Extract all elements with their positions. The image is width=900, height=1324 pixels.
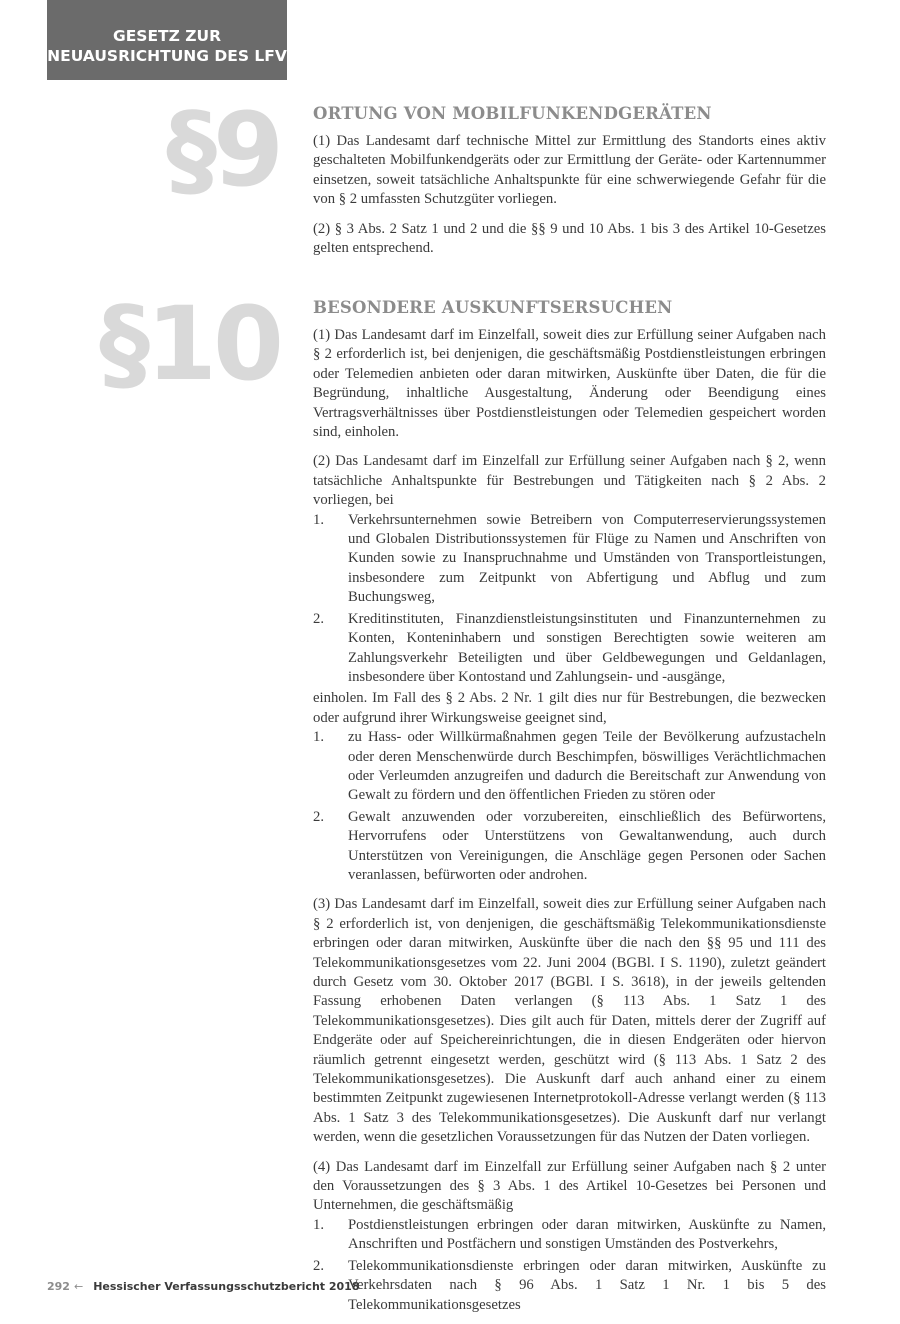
section-9 — [313, 103, 826, 268]
list-item: 1. zu Hass- oder Willkürmaßnahmen gegen Teile der Bevölkerung aufzustacheln oder deren Menschenwürde durch Beschimpfen, böswilliges Verächtlichmachen oder Verleumden anzugreifen und dadurch die Bereitschaft zur Anwendung von Gewalt zu fördern und den öffentlichen Frieden zu stören oder — [313, 729, 826, 804]
list-item: 2. Kreditinstituten, Finanzdienstleistungsinstituten und Finanzunternehmen zu Konten, Konteninhabern und sonstigen Berechtigten sowie weiteren am Zahlungsverkehr Beteiligten und über Geldbewegungen und Geldanlagen, insbesondere über Kontostand und Zahlungsein- und -ausgänge, — [313, 610, 826, 685]
section-10-paragraph-2-list — [313, 511, 826, 688]
section-10-paragraph-3: (3) Das Landesamt darf im Einzelfall, soweit dies zur Erfüllung seiner Aufgaben nach § 2 erforderlich ist, von denjenigen, die geschäftsmäßig Telekommunikationsdienste erbringen oder daran mitwirken, Auskünfte über die nach den §§ 95 und 111 des Telekommunikationsgesetzes vom 22. Juni 2004 (BGBl. I S. 1190), zuletzt geändert durch Gesetz vom 30. Oktober 2017 (BGBl. I S. 3618), in der jeweils geltenden Fassung erhobenen Daten verlangen (§ 113 Abs. 1 Satz 1 des Telekommunikationsgesetzes). Dies gilt auch für Daten, mittels derer der Zugriff auf Endgeräte oder auf Speichereinrichtungen, die in diesen Endgeräten oder hiervon räumlich getrennt eingesetzt werden, geschützt wird (§ 113 Abs. 1 Satz 2 des Telekommunikationsgesetzes). Die Auskunft darf auch anhand einer zu einem bestimmten Zeitpunkt zugewiesenen Internetprotokoll-Adresse verlangt werden (§ 113 Abs. 1 Satz 3 des Telekommunikationsgesetzes). Die Auskunft darf nur verlangt werden, wenn die gesetzlichen Voraussetzungen für das Nutzen der Daten vorliegen. — [313, 896, 826, 1146]
section-10-paragraph-4-intro: (4) Das Landesamt darf im Einzelfall zur Erfüllung seiner Aufgaben nach § 2 unter den Voraussetzungen des § 3 Abs. 1 des Artikel 10-Gesetzes bei Personen und Unternehmen, die geschäftsmäßig — [313, 1158, 826, 1214]
section-10 — [313, 297, 826, 1317]
section-9-title: ORTUNG VON MOBILFUNKENDGERÄTEN — [313, 104, 712, 123]
section-9-paragraph-1: (1) Das Landesamt darf technische Mittel zur Ermittlung des Standorts eines aktiv geschalteten Mobilfunkendgeräts oder zur Ermittlung der Geräte- oder Kartennummer einsetzen, soweit tatsächliche Anhaltspunkte für eine schwerwiegende Gefahr für die von § 2 umfassten Schutzgüter vorliegen. — [313, 133, 826, 208]
section-9-paragraph-2: (2) § 3 Abs. 2 Satz 1 und 2 und die §§ 9 und 10 Abs. 1 bis 3 des Artikel 10-Gesetzes gelten entsprechend. — [313, 220, 826, 257]
section-10-paragraph-2-intro: (2) Das Landesamt darf im Einzelfall zur Erfüllung seiner Aufgaben nach § 2, wenn tatsächliche Anhaltspunkte für Bestrebungen und Tätigkeiten nach § 2 Abs. 2 vorliegen, bei — [313, 453, 826, 509]
chapter-header-line2: NEUAUSRICHTUNG DES LFV — [47, 47, 287, 65]
list-item: 2. Telekommunikationsdienste erbringen oder daran mitwirken, Auskünfte zu Verkehrsdaten nach § 96 Abs. 1 Satz 1 Nr. 1 bis 5 des Telekommunikationsgesetzes — [313, 1257, 826, 1313]
arrow-left-icon[interactable]: ← — [73, 1280, 84, 1293]
list-item: 1. Postdienstleistungen erbringen oder daran mitwirken, Auskünfte zu Namen, Anschriften und Postfächern und sonstigen Umständen des Postverkehrs, — [313, 1216, 826, 1253]
list-item: 1. Verkehrsunternehmen sowie Betreibern von Computerreservierungssystemen und Globalen Distributionssystemen für Flüge zu Namen und Anschriften von Kunden sowie zu Inanspruchnahme und Umständen von Transportleistungen, insbesondere zum Zeitpunkt von Abfertigung und Abflug und zum Buchungsweg, — [313, 511, 826, 606]
section-10-title: BESONDERE AUSKUNFTSERSUCHEN — [313, 298, 673, 317]
list-item: 2. Gewalt anzuwenden oder vorzubereiten, einschließlich des Befürwortens, Hervorrufens oder Unterstützens von Gewaltanwendung, auch durch Unterstützen von Vereinigungen, die Anschläge gegen Personen oder Sachen veranlassen, befürworten oder androhen. — [313, 808, 826, 883]
report-title: Hessischer Verfassungsschutzbericht 2018 — [93, 1280, 360, 1293]
page-footer — [47, 1280, 360, 1293]
section-10-paragraph-4-list — [313, 1216, 826, 1315]
page-number: 292 — [47, 1280, 70, 1293]
section-9-number: §9 — [166, 91, 280, 210]
chapter-header — [47, 0, 287, 80]
section-10-number: §10 — [99, 285, 280, 404]
chapter-header-line1: GESETZ ZUR — [112, 27, 222, 45]
section-10-paragraph-1: (1) Das Landesamt darf im Einzelfall, soweit dies zur Erfüllung seiner Aufgaben nach § 2 erforderlich ist, bei denjenigen, die geschäftsmäßig Postdienstleistungen erbringen oder Telemedien anbieten oder daran mitwirken, Auskünfte über Daten, die für die Begründung, inhaltliche Ausgestaltung, Änderung oder Beendigung eines Vertragsverhältnisses über Postdienstleistungen oder Telemedien gespeichert worden sind, einholen. — [313, 327, 826, 441]
section-10-paragraph-2-continuation: einholen. Im Fall des § 2 Abs. 2 Nr. 1 gilt dies nur für Bestrebungen, die bezwecken oder aufgrund ihrer Wirkungsweise geeignet sind, — [313, 690, 826, 726]
section-10-paragraph-2-list-2 — [313, 728, 826, 885]
